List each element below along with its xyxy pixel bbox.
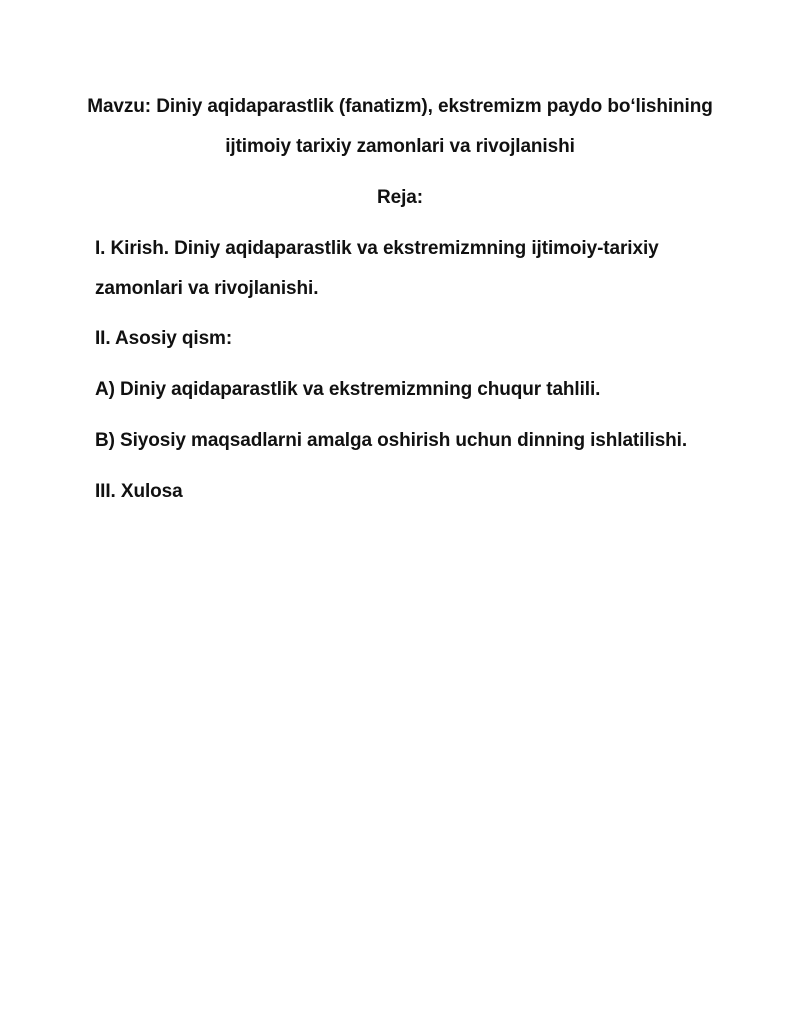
plan-item-conclusion: III. Xulosa	[95, 481, 183, 502]
plan-item-main-part: II. Asosiy qism:	[95, 328, 233, 349]
plan-item-intro: I. Kirish. Diniy aqidaparastlik va ekstremizmning ijtimoiy-tarixiy	[95, 238, 659, 259]
plan-heading: Reja:	[377, 187, 423, 208]
plan-subitem-a: A) Diniy aqidaparastlik va ekstremizmning chuqur tahlili.	[95, 379, 601, 400]
plan-subitem-b: B) Siyosiy maqsadlarni amalga oshirish uchun dinning ishlatilishi.	[95, 430, 688, 451]
document-title-line-2: ijtimoiy tarixiy zamonlari va rivojlanishi	[225, 136, 575, 157]
plan-item-intro-continuation: zamonlari va rivojlanishi.	[95, 278, 319, 299]
document-title-line-1: Mavzu: Diniy aqidaparastlik (fanatizm), ekstremizm paydo bo‘lishining	[87, 96, 713, 117]
